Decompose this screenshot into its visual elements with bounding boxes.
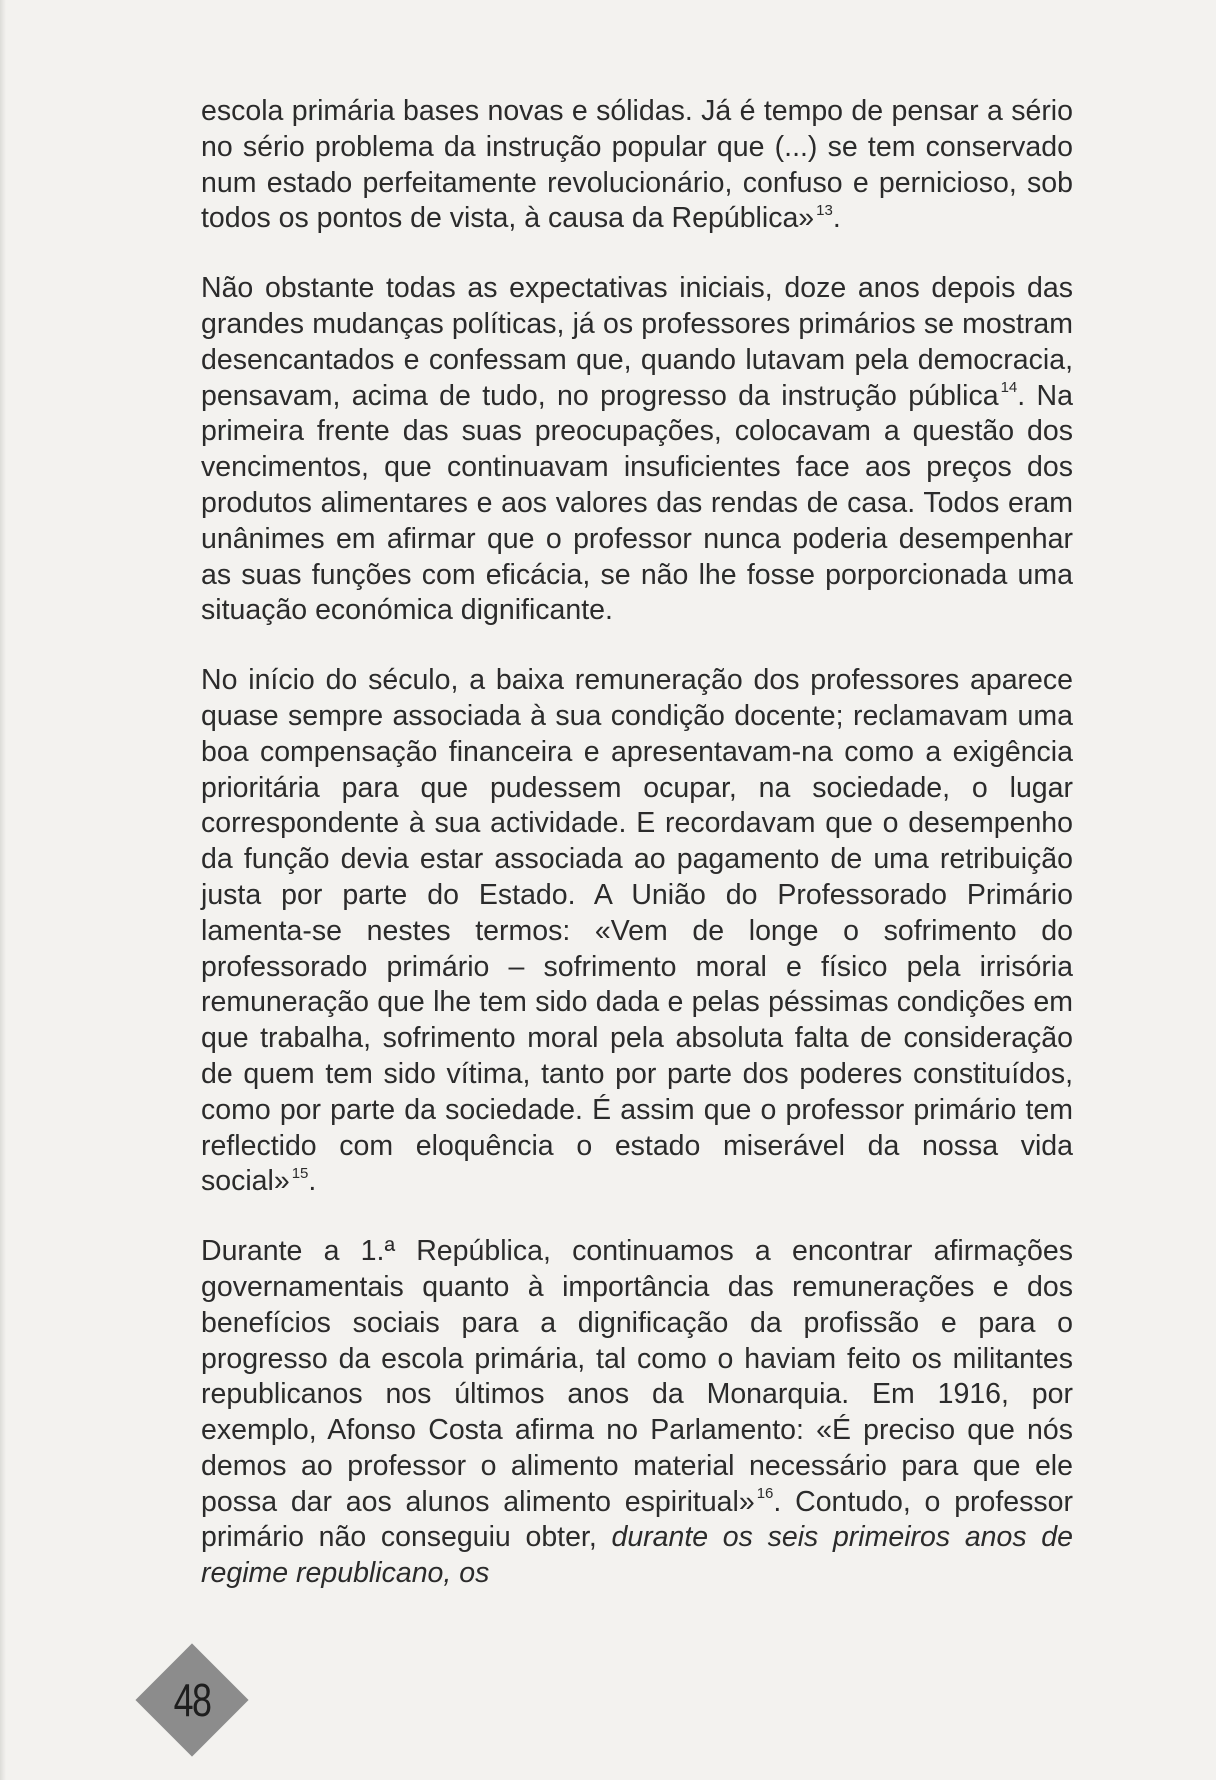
paragraph-2 (201, 271, 1073, 629)
paragraph-continuation: durante os seis primeiros anos de regime republicano, os (201, 1521, 1074, 1590)
body-text (201, 94, 1073, 1592)
paragraph-text-after: . Na primeira frente das suas preocupações, colocavam a questão dos vencimentos, que continuavam insuficientes face aos preços dos produtos alimentares e aos valores das rendas de casa. Todos eram unânimes em afirmar que o professor nunca poderia desempenhar as suas funções com eficácia, se não lhe fosse porporcionada uma situação económica dignificante. (201, 379, 1073, 627)
page-number-badge (136, 1644, 248, 1756)
paragraph-text: Não obstante todas as expectativas iniciais, doze anos depois das grandes mudanças políticas, já os professores primários se mostram desencantados e confessam que, quando lutavam pela democracia, pensavam, acima de tudo, no progresso da instrução pública (201, 272, 1073, 412)
paragraph-3 (201, 663, 1073, 1200)
paragraph-text: escola primária bases novas e sólidas. Já é tempo de pensar a sério no sério problema da instrução popular que (...) se tem conservado num estado perfeitamente revolucionário, confuso e pernicioso, sob todos os pontos de vista, à causa da República» (201, 95, 1073, 235)
page-number: 48 (173, 1674, 211, 1726)
paragraph-text: No início do século, a baixa remuneração dos professores aparece quase sempre associada à sua condição docente; reclamavam uma boa compensação financeira e apresentavam-na como a exigência prioritária para que pudessem ocupar, na sociedade, o lugar correspondente à sua actividade. E recordavam que o desempenho da função devia estar associada ao pagamento de uma retribuição justa por parte do Estado. A União do Professorado Primário lamenta-se nestes termos: «Vem de longe o sofrimento do professorado primário – sofrimento moral e físico pela irrisória remuneração que lhe tem sido dada e pelas péssimas condições em que trabalha, sofrimento moral pela absoluta falta de consideração de quem tem sido vítima, tanto por parte dos poderes constituídos, como por parte da sociedade. É assim que o professor primário tem reflectido com eloquência o estado miserável da nossa vida social» (201, 664, 1073, 1198)
paragraph-text: Durante a 1.ª República, continuamos a encontrar afirmações governamentais quanto à importância das remunerações e dos benefícios sociais para a dignificação da profissão e para o progresso da escola primária, tal como o haviam feito os militantes republicanos nos últimos anos da Monarquia. Em 1916, por exemplo, Afonso Costa afirma no Parlamento: «É preciso que nós demos ao professor o alimento material necessário para que ele possa dar aos alunos alimento espiritual» (201, 1235, 1073, 1518)
paragraph-text-after: . (832, 202, 841, 235)
paragraph-4 (201, 1234, 1073, 1592)
footnote-ref-15: 15 (291, 1164, 309, 1182)
footnote-ref-13: 13 (816, 201, 833, 219)
footnote-ref-16: 16 (756, 1485, 774, 1503)
paragraph-text-after: . Contudo, o professor primário não conseguiu obter, (201, 1485, 1073, 1554)
page-edge-shadow (0, 0, 6, 1780)
paragraph-1 (201, 94, 1073, 237)
footnote-ref-14: 14 (1000, 379, 1018, 397)
paragraph-text-after: . (308, 1165, 317, 1198)
